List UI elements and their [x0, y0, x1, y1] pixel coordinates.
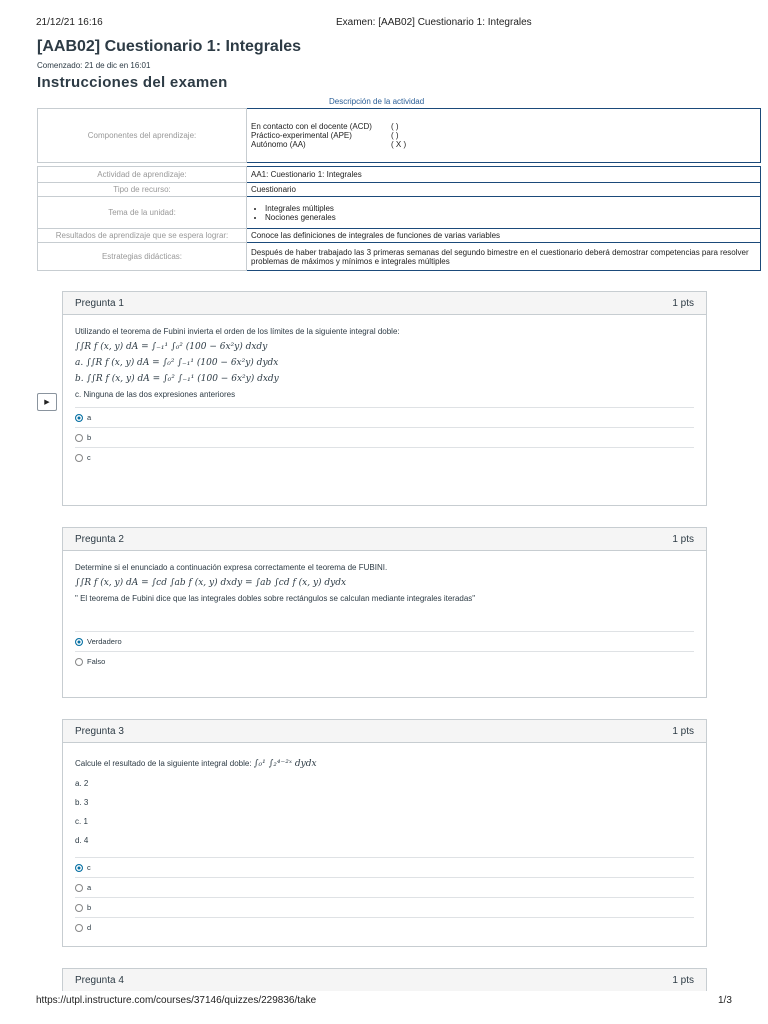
formula: ∫∫R f (x, y) dA = ∫₋₁¹ ∫₀² (100 − 6x²y) dxdy [75, 342, 268, 352]
radio-icon[interactable] [75, 904, 83, 912]
instructions-heading: Instrucciones del examen [37, 74, 228, 91]
question-2 [62, 527, 707, 698]
answer-option[interactable]: Falso [75, 651, 694, 671]
formula: ∫∫R f (x, y) dA = ∫cd ∫ab f (x, y) dxdy = ∫ab ∫cd f (x, y) dydx [75, 578, 347, 588]
choice: c. 1 [75, 817, 88, 826]
answer-option[interactable]: b [75, 897, 694, 917]
choice: d. 4 [75, 836, 89, 845]
answer-option[interactable]: b [75, 427, 694, 447]
components-value: En contacto con el docente (ACD) ( ) Práctico-experimental (APE) ( ) Autónomo (AA) ( X ) [247, 109, 761, 163]
question-1 [62, 291, 707, 506]
radio-selected-icon[interactable] [75, 638, 83, 646]
resource-value: Cuestionario [247, 183, 761, 197]
quiz-title: [AAB02] Cuestionario 1: Integrales [37, 38, 302, 55]
topic-item: • Nociones generales [265, 213, 756, 222]
radio-selected-icon[interactable] [75, 864, 83, 872]
topic-value [247, 197, 761, 229]
print-doc-title: Examen: [AAB02] Cuestionario 1: Integrales [336, 17, 532, 28]
radio-icon[interactable] [75, 434, 83, 442]
activity-table [37, 108, 761, 271]
question-points: 1 pts [672, 725, 694, 737]
question-title: Pregunta 2 [75, 533, 124, 545]
choice: b. 3 [75, 798, 89, 807]
started-label: Comenzado: 21 de dic en 16:01 [37, 61, 151, 70]
question-title: Pregunta 3 [75, 725, 124, 737]
choice: a. 2 [75, 779, 89, 788]
statement: " El teorema de Fubini dice que las integrales dobles sobre rectángulos se calculan mediante integrales iteradas" [75, 594, 476, 603]
answer-option[interactable]: c [75, 447, 694, 467]
answer-option[interactable]: c [75, 857, 694, 877]
radio-icon[interactable] [75, 924, 83, 932]
question-points: 1 pts [672, 974, 694, 986]
question-3 [62, 719, 707, 947]
print-page-counter: 1/3 [718, 995, 732, 1006]
results-value: Conoce las definiciones de integrales de funciones de varias variables [247, 229, 761, 243]
radio-icon[interactable] [75, 454, 83, 462]
strategy-label: Estrategias didácticas: [38, 243, 247, 271]
answer-option[interactable]: Verdadero [75, 631, 694, 651]
strategy-value: Después de haber trabajado las 3 primeras semanas del segundo bimestre en el cuestionario deberá demostrar competencias para resolver problemas de máximos y mínimos e integrales múltiples [247, 243, 761, 271]
question-title: Pregunta 4 [75, 974, 124, 986]
activity-label: Actividad de aprendizaje: [38, 167, 247, 183]
answer-option[interactable]: a [75, 877, 694, 897]
radio-icon[interactable] [75, 658, 83, 666]
resource-label: Tipo de recurso: [38, 183, 247, 197]
question-title: Pregunta 1 [75, 297, 124, 309]
formula-a: a. ∫∫R f (x, y) dA = ∫₀² ∫₋₁¹ (100 − 6x²y) dydx [75, 358, 279, 368]
question-points: 1 pts [672, 533, 694, 545]
answer-option[interactable]: d [75, 917, 694, 937]
radio-selected-icon[interactable] [75, 414, 83, 422]
option-c-text: c. Ninguna de las dos expresiones anteriores [75, 390, 236, 399]
play-icon[interactable]: ▶ [37, 393, 57, 411]
question-prompt: Utilizando el teorema de Fubini invierta el orden de los límites de la siguiente integral doble: [75, 327, 400, 336]
topic-item: • Integrales múltiples [265, 204, 756, 213]
radio-icon[interactable] [75, 884, 83, 892]
question-4 [62, 968, 707, 991]
question-points: 1 pts [672, 297, 694, 309]
activity-description-heading: Descripción de la actividad [329, 97, 425, 106]
formula-b: b. ∫∫R f (x, y) dA = ∫₀² ∫₋₁¹ (100 − 6x²y) dxdy [75, 374, 279, 384]
activity-value: AA1: Cuestionario 1: Integrales [247, 167, 761, 183]
components-label: Componentes del aprendizaje: [38, 109, 247, 163]
print-datetime: 21/12/21 16:16 [36, 17, 103, 28]
topic-label: Tema de la unidad: [38, 197, 247, 229]
question-prompt: Determine si el enunciado a continuación expresa correctamente el teorema de FUBINI. [75, 563, 388, 572]
answer-option[interactable]: a [75, 407, 694, 427]
question-prompt: Calcule el resultado de la siguiente integral doble: ∫₀¹ ∫₂⁴⁻²ˣ dydx [75, 759, 317, 769]
results-label: Resultados de aprendizaje que se espera lograr: [38, 229, 247, 243]
print-url: https://utpl.instructure.com/courses/37146/quizzes/229836/take [36, 995, 317, 1006]
